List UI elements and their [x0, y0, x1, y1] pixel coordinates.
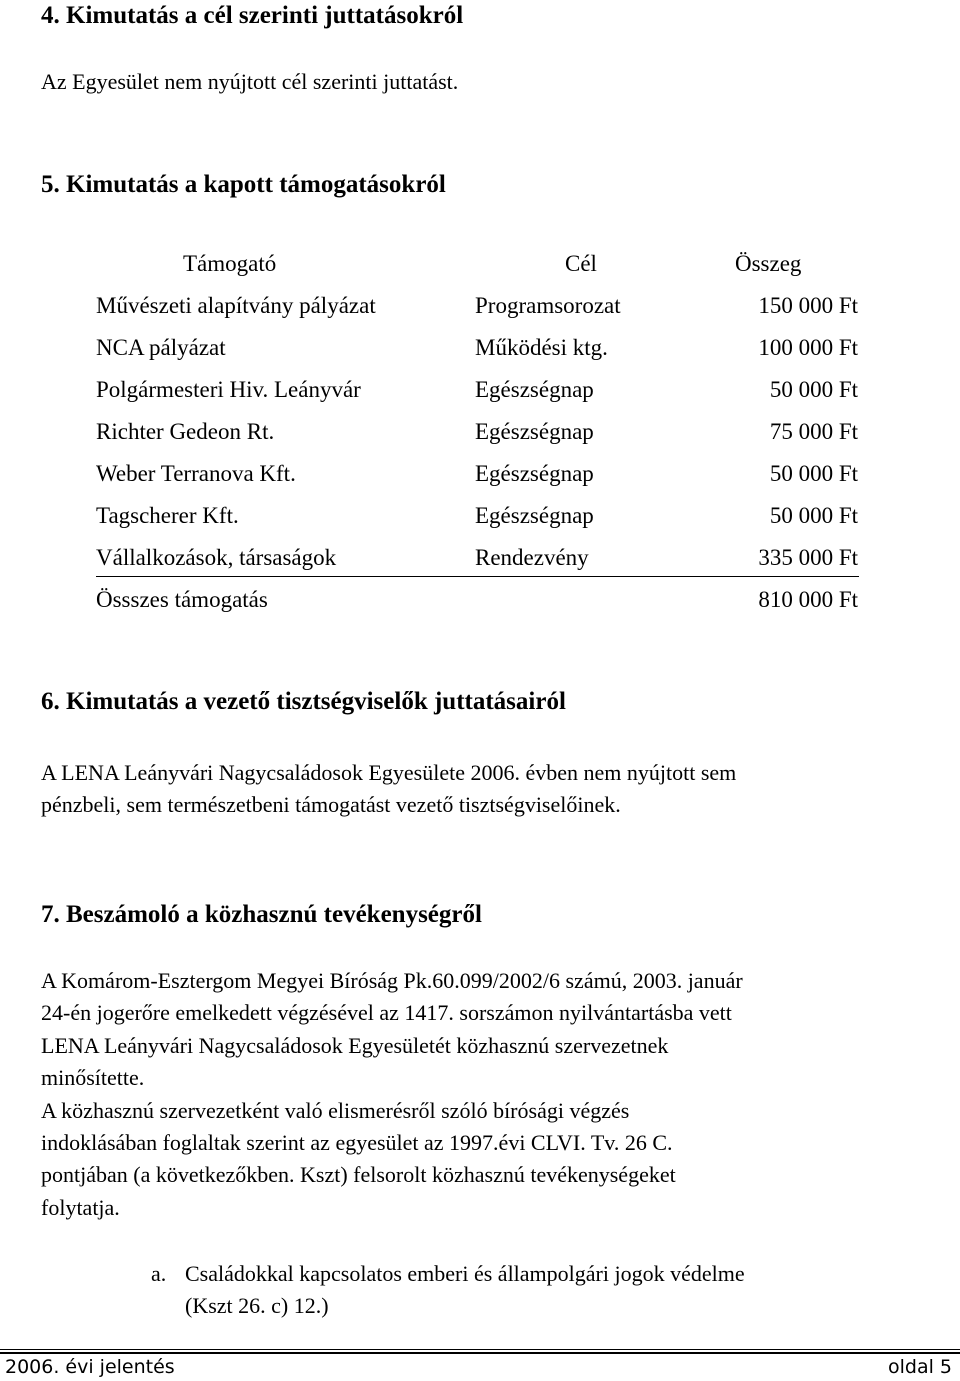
section-7-line: folytatja.: [41, 1195, 120, 1220]
section-7-line: LENA Leányvári Nagycsaládosok Egyesületét közhasznú szervezetnek: [41, 1033, 669, 1058]
section-7-line: A Komárom-Esztergom Megyei Bíróság Pk.60.099/2002/6 számú, 2003. január: [41, 968, 743, 993]
row-amount: 335 000 Ft: [758, 545, 858, 570]
row-supporter: NCA pályázat: [96, 335, 226, 360]
footer-divider: [0, 1349, 960, 1350]
row-purpose: Működési ktg.: [475, 335, 608, 360]
table-total-divider: [96, 576, 859, 577]
section-7-line: 24-én jogerőre emelkedett végzésével az 1417. sorszámon nyilvántartásba vett: [41, 1000, 732, 1025]
row-supporter: Polgármesteri Hiv. Leányvár: [96, 377, 361, 402]
footer-page-number: oldal 5: [887, 1356, 952, 1378]
section-7-line: A közhasznú szervezetként való elismerésről szóló bírósági végzés: [41, 1098, 630, 1123]
list-item-text: (Kszt 26. c) 12.): [185, 1293, 329, 1318]
footer-divider-thick: [0, 1352, 960, 1354]
list-marker: a.: [151, 1261, 167, 1286]
list-item: [151, 1258, 745, 1290]
table-header-supporter: Támogató: [183, 251, 277, 276]
row-amount: 50 000 Ft: [769, 461, 858, 486]
row-amount: 75 000 Ft: [769, 419, 858, 444]
table-header-purpose: Cél: [565, 251, 597, 276]
section-6-line: A LENA Leányvári Nagycsaládosok Egyesülete 2006. évben nem nyújtott sem: [41, 760, 737, 785]
row-purpose: Egészségnap: [475, 461, 594, 486]
table-header-amount: Összeg: [735, 251, 802, 276]
row-supporter: Richter Gedeon Rt.: [96, 419, 275, 444]
total-value: 810 000 Ft: [758, 587, 858, 612]
row-supporter: Művészeti alapítvány pályázat: [96, 293, 376, 318]
section-5-title: 5. Kimutatás a kapott támogatásokról: [41, 171, 446, 198]
row-purpose: Programsorozat: [475, 293, 621, 318]
row-supporter: Vállalkozások, társaságok: [96, 545, 337, 570]
section-6-line: pénzbeli, sem természetbeni támogatást vezető tisztségviselőinek.: [41, 792, 621, 817]
section-7-line: minősítette.: [41, 1065, 145, 1090]
section-7-line: pontjában (a következőkben. Kszt) felsorolt közhasznú tevékenységeket: [41, 1162, 676, 1187]
row-purpose: Egészségnap: [475, 503, 594, 528]
footer-report-label: 2006. évi jelentés: [5, 1356, 175, 1378]
row-supporter: Weber Terranova Kft.: [96, 461, 296, 486]
row-amount: 150 000 Ft: [758, 293, 858, 318]
row-amount: 50 000 Ft: [769, 377, 858, 402]
row-amount: 50 000 Ft: [769, 503, 858, 528]
list-item-text: Családokkal kapcsolatos emberi és állampolgári jogok védelme: [185, 1261, 745, 1286]
row-purpose: Rendezvény: [475, 545, 589, 570]
section-6-title: 6. Kimutatás a vezető tisztségviselők juttatásairól: [41, 688, 566, 715]
row-purpose: Egészségnap: [475, 419, 594, 444]
section-4-text: Az Egyesület nem nyújtott cél szerinti juttatást.: [41, 69, 459, 94]
row-purpose: Egészségnap: [475, 377, 594, 402]
row-supporter: Tagscherer Kft.: [96, 503, 239, 528]
row-amount: 100 000 Ft: [758, 335, 858, 360]
total-label: Össszes támogatás: [96, 587, 268, 612]
section-4-title: 4. Kimutatás a cél szerinti juttatásokról: [41, 2, 464, 29]
section-7-line: indoklásában foglaltak szerint az egyesület az 1997.évi CLVI. Tv. 26 C.: [41, 1130, 673, 1155]
section-7-title: 7. Beszámoló a közhasznú tevékenységről: [41, 901, 482, 928]
